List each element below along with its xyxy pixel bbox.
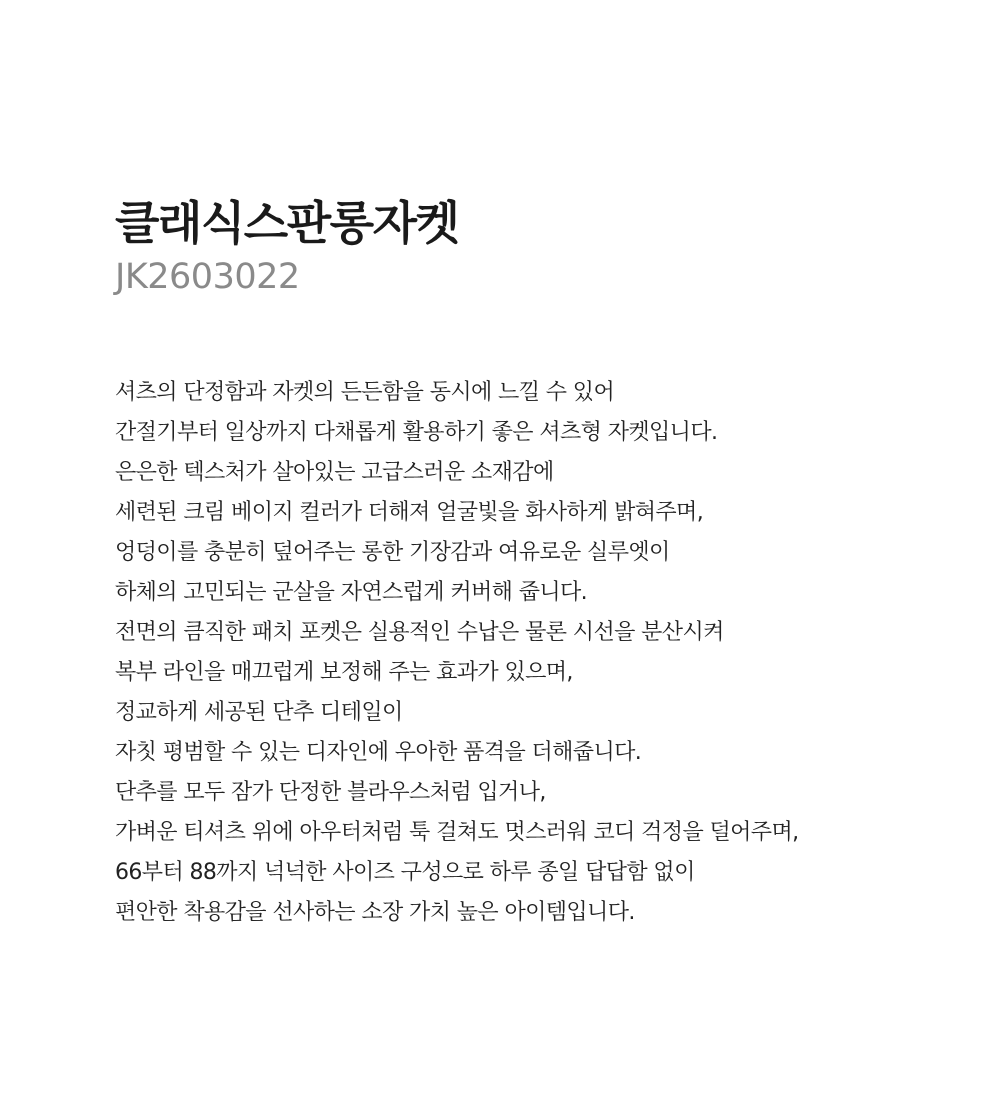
- description-line: 단추를 모두 잠가 단정한 블라우스처럼 입거나,: [115, 780, 546, 805]
- product-description: [115, 373, 975, 933]
- description-line: 셔츠의 단정함과 자켓의 든든함을 동시에 느낄 수 있어: [115, 380, 615, 405]
- description-line: 세련된 크림 베이지 컬러가 더해져 얼굴빛을 화사하게 밝혀주며,: [115, 500, 704, 525]
- product-title: 클래식스판롱자켓: [115, 196, 459, 250]
- description-line: 간절기부터 일상까지 다채롭게 활용하기 좋은 셔츠형 자켓입니다.: [115, 420, 718, 445]
- description-line: 가벼운 티셔츠 위에 아우터처럼 툭 걸쳐도 멋스러워 코디 걱정을 덜어주며,: [115, 820, 799, 845]
- description-line: 엉덩이를 충분히 덮어주는 롱한 기장감과 여유로운 실루엣이: [115, 540, 670, 565]
- description-line: 자칫 평범할 수 있는 디자인에 우아한 품격을 더해줍니다.: [115, 740, 642, 765]
- product-code: JK2603022: [115, 257, 300, 297]
- description-line: 66부터 88까지 넉넉한 사이즈 구성으로 하루 종일 답답함 없이: [115, 860, 695, 885]
- description-line: 은은한 텍스처가 살아있는 고급스러운 소재감에: [115, 460, 554, 485]
- description-line: 전면의 큼직한 패치 포켓은 실용적인 수납은 물론 시선을 분산시켜: [115, 620, 724, 645]
- description-line: 복부 라인을 매끄럽게 보정해 주는 효과가 있으며,: [115, 660, 573, 685]
- description-line: 편안한 착용감을 선사하는 소장 가치 높은 아이템입니다.: [115, 900, 635, 925]
- description-line: 하체의 고민되는 군살을 자연스럽게 커버해 줍니다.: [115, 580, 588, 605]
- description-line: 정교하게 세공된 단추 디테일이: [115, 700, 403, 725]
- product-header: [115, 192, 955, 298]
